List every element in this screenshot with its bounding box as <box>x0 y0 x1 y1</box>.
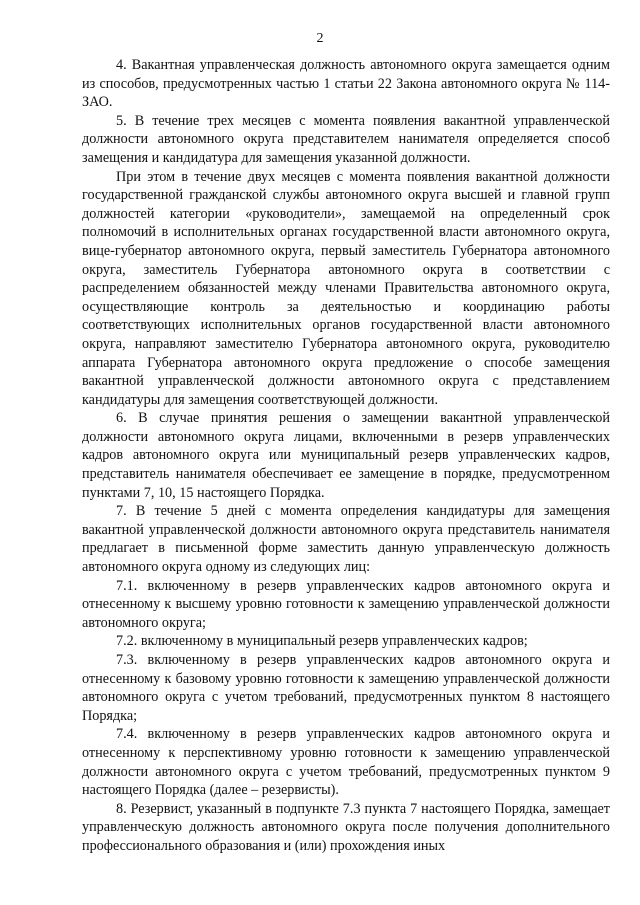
paragraph-7-2: 7.2. включенному в муниципальный резерв управленческих кадров; <box>116 633 528 650</box>
paragraph-7-3: 7.3. включенному в резерв управленческих кадров автономного округа и отнесенному к базовому уровню готовности к замещению управленческой должности автономного округа с учетом требований, предусмотренных пунктом 8 настоящего Порядка; <box>82 652 610 724</box>
paragraph-5: 5. В течение трех месяцев с момента появления вакантной управленческой должности автономного округа представителем нанимателя определяется способ замещения и кандидатура для замещения указанной должности. <box>82 112 610 166</box>
paragraph-7: 7. В течение 5 дней с момента определения кандидатуры для замещения вакантной управленческой должности автономного округа представитель нанимателя предлагает в письменной форме заместить данную управленческую должность автономного округа одному из следующих лиц: <box>82 503 610 576</box>
page-number: 2 <box>316 31 324 46</box>
paragraph-8: 8. Резервист, указанный в подпункте 7.3 пункта 7 настоящего Порядка, замещает управленческую должность автономного округа после получения дополнительного профессионального образования и (или) прохождения иных <box>82 800 610 854</box>
paragraph-4: 4. Вакантная управленческая должность автономного округа замещается одним из способов, предусмотренных частью 1 статьи 22 Закона автономного округа № 114-ЗАО. <box>82 57 610 111</box>
paragraph-6: 6. В случае принятия решения о замещении вакантной управленческой должности автономного округа лицами, включенными в резерв управленческих кадров автономного округа или муниципальный резерв управленческих кадров, представитель нанимателя обеспечивает ее замещение в порядке, предусмотренном пунктами 7, 10, 15 настоящего Порядка. <box>82 410 610 501</box>
paragraph-7-1: 7.1. включенному в резерв управленческих кадров автономного округа и отнесенному к высшему уровню готовности к замещению управленческой должности автономного округа; <box>82 577 610 631</box>
paragraph-7-4: 7.4. включенному в резерв управленческих кадров автономного округа и отнесенному к перспективному уровню готовности к замещению управленческой должности автономного округа с учетом требований, предусмотренных пунктом 9 настоящего Порядка (далее – резервисты). <box>82 726 610 799</box>
document-body <box>82 56 610 856</box>
paragraph-5-continuation: При этом в течение двух месяцев с момента появления вакантной должности государственной гражданской службы автономного округа высшей и главной групп должностей категории «руководители», замещаемой на определенный срок полномочий в исполнительных органах государственной власти автономного округа, вице-губернатор автономного округа, первый заместитель Губернатора автономного округа, заместитель Губернатора автономного округа в соответствии с распределением обязанностей между членами Правительства автономного округа, осуществляющие контроль за деятельностью и координацию работы соответствующих исполнительных органов государственной власти автономного округа, направляют заместителю Губернатора автономного округа, руководителю аппарата Губернатора автономного округа предложение о способе замещения вакантной управленческой должности автономного округа с представлением кандидатуры для замещения соответствующей должности. <box>82 168 610 408</box>
